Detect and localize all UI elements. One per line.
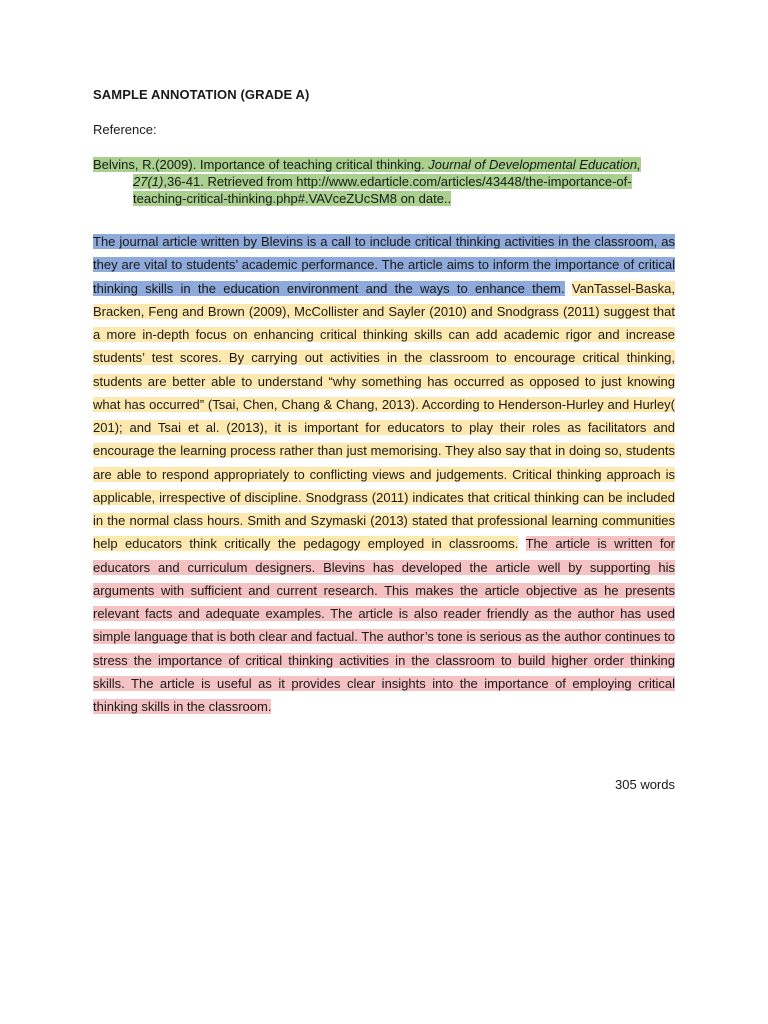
annotation-paragraph: [93, 230, 675, 718]
reference-citation: [93, 156, 675, 207]
annotation-supporting: VanTassel-Baska, Bracken, Feng and Brown (2009), McCollister and Sayler (2010) and Snodgrass (2011) suggest that a more in-depth focus on enhancing critical thinking skills can add academic rigor and increase students’ test scores. By carrying out activities in the classroom to encourage critical thinking, students are better able to understand “why something has occurred as opposed to just knowing what has occurred” (Tsai, Chen, Chang & Chang, 2013). According to Henderson-Hurley and Hurley( 201); and Tsai et al. (2013), it is important for educators to play their roles as facilitators and encourage the learning process rather than just memorising. They also say that in doing so, students are able to respond appropriately to conflicting views and judgements. Critical thinking approach is applicable, irrespective of discipline. Snodgrass (2011) indicates that critical thinking can be included in the normal class hours. Smith and Szymaski (2013) stated that professional learning communities help educators think critically the pedagogy employed in classrooms.: [93, 280, 675, 552]
reference-journal-title: Journal of Developmental Education, 27(1): [133, 157, 641, 189]
reference-label: Reference:: [93, 122, 157, 137]
reference-part-2: ,36-41. Retrieved from http://www.edarticle.com/articles/43448/the-importance-of-teaching-critical-thinking.php#.VAVceZUcSM8 on date..: [133, 174, 632, 206]
reference-part-1: Belvins, R.(2009). Importance of teaching critical thinking.: [93, 157, 429, 172]
annotation-summary: The journal article written by Blevins is a call to include critical thinking activities in the classroom, as they are vital to students’ academic performance. The article aims to inform the importance of critical thinking skills in the education environment and the ways to enhance them.: [93, 234, 675, 296]
reference-text: [93, 157, 641, 206]
word-count: 305 words: [615, 777, 675, 792]
annotation-evaluation: The article is written for educators and curriculum designers. Blevins has developed the article well by supporting his arguments with sufficient and current research. This makes the article objective as he presents relevant facts and adequate examples. The article is also reader friendly as the author has used simple language that is both clear and factual. The author’s tone is serious as the author continues to stress the importance of critical thinking activities in the classroom to build higher order thinking skills. The article is useful as it provides clear insights into the importance of employing critical thinking skills in the classroom.: [93, 536, 676, 714]
document-title: SAMPLE ANNOTATION (GRADE A): [93, 87, 310, 102]
